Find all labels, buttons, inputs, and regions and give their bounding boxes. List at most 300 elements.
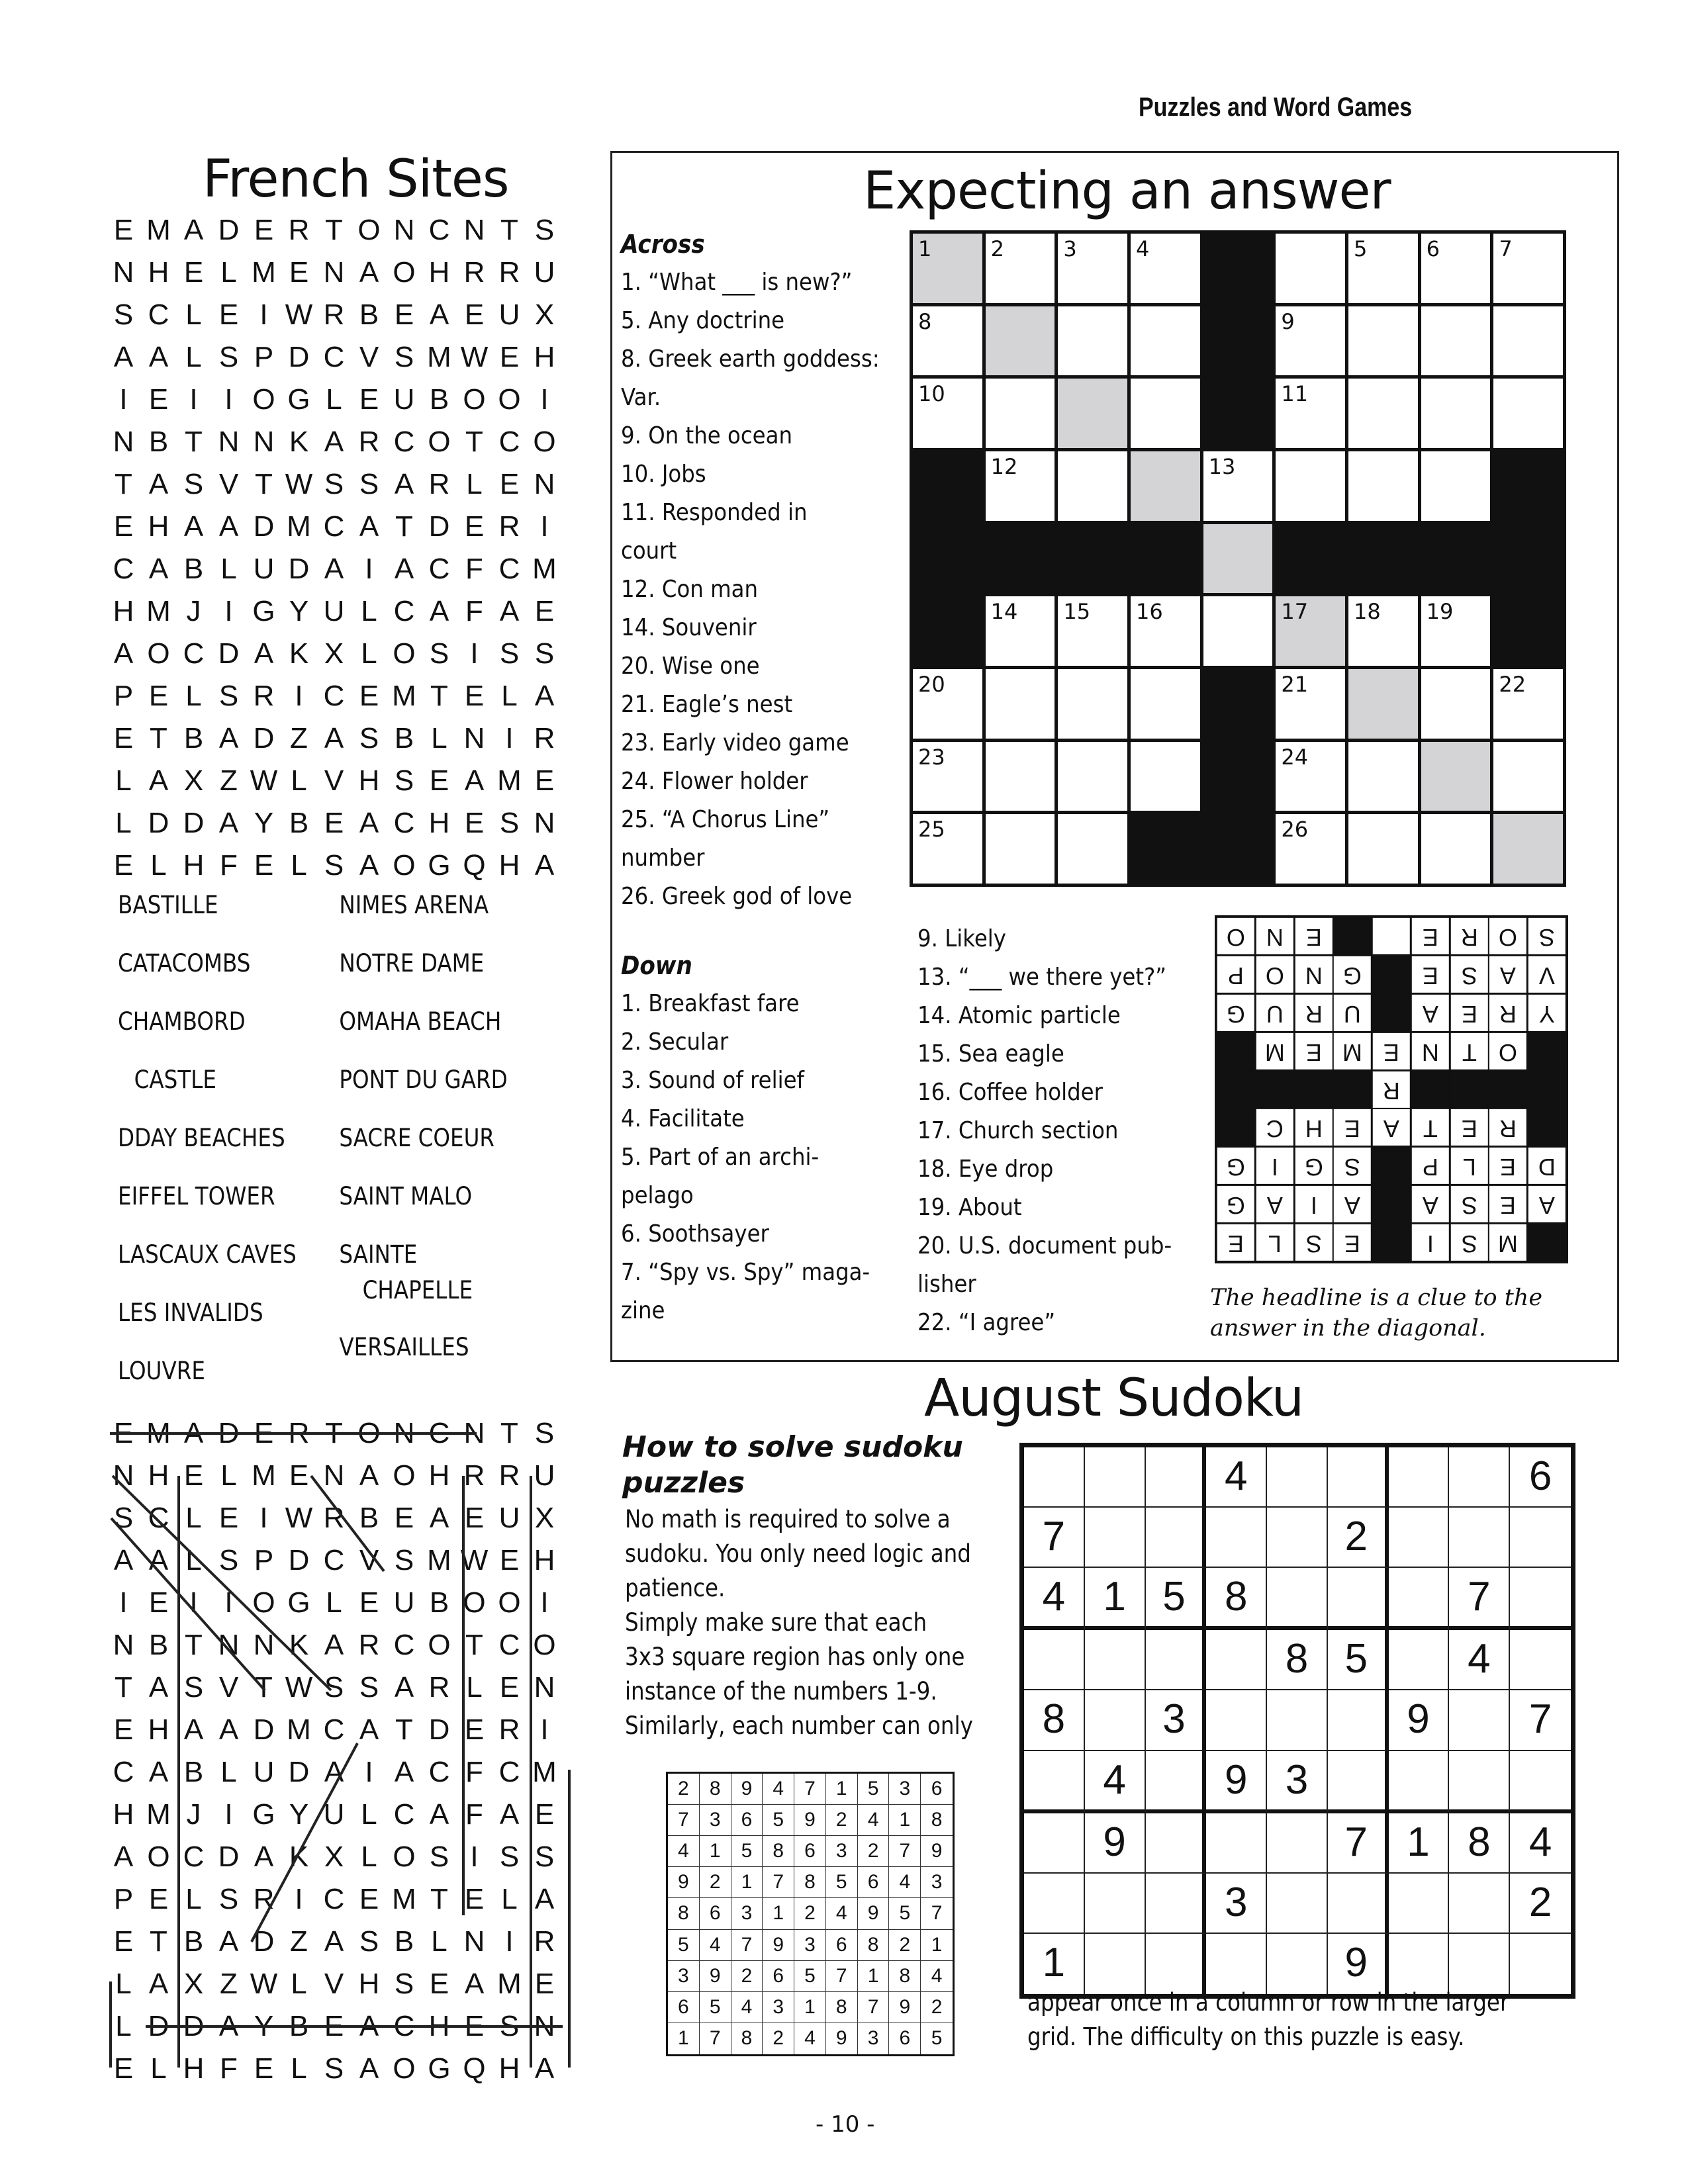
sudoku-cell: 7 xyxy=(1510,1690,1571,1751)
sudoku-grid xyxy=(1019,1443,1575,1999)
letter-cell: A xyxy=(218,2010,239,2042)
solution-cell: 3 xyxy=(763,1992,794,2023)
solution-cell: O xyxy=(1489,1033,1526,1069)
letter-cell: A xyxy=(218,510,239,543)
letter-cell: A xyxy=(218,1925,239,1958)
solution-cell: 9 xyxy=(889,1992,921,2023)
solution-cell: 5 xyxy=(763,1805,794,1836)
letter-cell: S xyxy=(394,764,414,797)
solution-cell: 6 xyxy=(668,1992,700,2023)
sudoku-cell: 8 xyxy=(1024,1690,1085,1751)
word-list-item: CATACOMBS xyxy=(118,949,251,978)
solution-cell: E xyxy=(1489,1148,1526,1184)
black-square xyxy=(1217,1109,1254,1146)
letter-cell: N xyxy=(463,1417,485,1449)
sudoku-cell xyxy=(1267,1568,1328,1630)
solution-cell: D xyxy=(1528,1148,1566,1184)
letter-cell: R xyxy=(428,1671,450,1704)
letter-cell: Q xyxy=(463,849,486,882)
crossword-cell xyxy=(1276,669,1345,739)
crossword-cell xyxy=(1058,234,1127,303)
clue: 9. Likely xyxy=(917,925,1006,952)
solution-cell: 5 xyxy=(794,1961,826,1992)
solution-cell: 8 xyxy=(700,1774,731,1805)
solution-cell: 2 xyxy=(858,1836,890,1867)
clue-number: 18 xyxy=(1353,599,1381,625)
letter-cell: A xyxy=(359,849,379,882)
black-square xyxy=(1058,524,1127,594)
solution-cell: 4 xyxy=(700,1930,731,1961)
letter-cell: M xyxy=(532,553,557,585)
letter-cell: O xyxy=(533,1629,556,1661)
clue-number: 4 xyxy=(1135,236,1150,261)
letter-cell: K xyxy=(289,1629,309,1661)
letter-cell: D xyxy=(288,553,310,585)
black-square xyxy=(1373,1186,1410,1222)
word-list-item: EIFFEL TOWER xyxy=(118,1182,275,1210)
letter-cell: Z xyxy=(290,1925,308,1958)
letter-cell: D xyxy=(253,1713,275,1746)
solution-cell: A xyxy=(1528,1186,1566,1222)
solution-cell: 1 xyxy=(731,1867,763,1898)
clue-number: 19 xyxy=(1426,599,1454,625)
solution-cell: E xyxy=(1451,1109,1488,1146)
down-clues-right xyxy=(917,920,1172,1342)
solution-cell: 2 xyxy=(731,1961,763,1992)
sudoku-cell: 9 xyxy=(1206,1751,1267,1813)
black-square xyxy=(913,451,982,521)
solution-cell: O xyxy=(1256,956,1293,993)
letter-cell: A xyxy=(148,764,169,797)
clue-number: 16 xyxy=(1135,599,1163,625)
crossword-cell xyxy=(1348,306,1418,376)
letter-cell: E xyxy=(254,849,274,882)
letter-cell: E xyxy=(254,214,274,246)
letter-cell: D xyxy=(288,1756,310,1788)
letter-cell: V xyxy=(218,468,239,500)
letter-cell: N xyxy=(113,256,134,289)
solution-cell: P xyxy=(1217,956,1254,993)
letter-cell: R xyxy=(323,1502,345,1534)
letter-cell: E xyxy=(148,383,169,416)
letter-cell: A xyxy=(324,1756,344,1788)
letter-cell: L xyxy=(220,1756,237,1788)
sudoku-cell: 4 xyxy=(1085,1751,1146,1813)
letter-cell: S xyxy=(499,807,520,839)
letter-cell: R xyxy=(358,1629,380,1661)
solution-cell: N xyxy=(1295,956,1333,993)
solution-cell: M xyxy=(1256,1033,1293,1069)
letter-cell: E xyxy=(534,1798,555,1831)
letter-cell: D xyxy=(428,510,450,543)
letter-cell: L xyxy=(150,849,167,882)
letter-cell: A xyxy=(429,1798,449,1831)
sudoku-cell: 5 xyxy=(1328,1630,1389,1690)
solution-cell: 4 xyxy=(889,1867,921,1898)
letter-cell: C xyxy=(393,1629,415,1661)
letter-cell: H xyxy=(428,807,450,839)
letter-cell: B xyxy=(148,1629,169,1661)
letter-cell: D xyxy=(288,341,310,373)
crossword-cell xyxy=(1058,814,1127,884)
word-list-item: BASTILLE xyxy=(118,891,218,919)
letter-cell: N xyxy=(323,1459,345,1492)
letter-cell: E xyxy=(499,1671,520,1704)
letter-cell: U xyxy=(393,1586,415,1619)
letter-cell: E xyxy=(499,468,520,500)
black-square xyxy=(1203,814,1273,884)
letter-cell: A xyxy=(218,722,239,754)
letter-cell: E xyxy=(289,1459,309,1492)
crossword-grid xyxy=(910,230,1566,887)
crossword-cell xyxy=(986,451,1055,521)
letter-cell: H xyxy=(113,595,134,627)
black-square xyxy=(1528,1071,1566,1108)
solution-cell: A xyxy=(1334,1186,1371,1222)
letter-cell: C xyxy=(323,510,345,543)
sudoku-cell xyxy=(1449,1690,1510,1751)
letter-cell: E xyxy=(429,764,449,797)
crossword-caption xyxy=(1210,1283,1542,1343)
sudoku-cell xyxy=(1146,1508,1207,1568)
letter-cell: C xyxy=(113,553,134,585)
letter-cell: K xyxy=(289,426,309,458)
crossword-cell xyxy=(1058,451,1127,521)
letter-cell: N xyxy=(113,1629,134,1661)
clue-number: 14 xyxy=(990,599,1018,625)
letter-cell: K xyxy=(289,637,309,670)
sudoku-cell xyxy=(1206,1508,1267,1568)
letter-cell: L xyxy=(431,722,447,754)
sudoku-cell: 1 xyxy=(1085,1568,1146,1630)
howto-title xyxy=(622,1430,963,1501)
letter-cell: D xyxy=(148,2010,169,2042)
solution-cell: Y xyxy=(1528,995,1566,1031)
solution-cell: 6 xyxy=(921,1774,953,1805)
solution-cell: 1 xyxy=(826,1774,858,1805)
letter-cell: A xyxy=(394,553,414,585)
solution-cell: E xyxy=(1451,995,1488,1031)
letter-cell: H xyxy=(498,849,520,882)
letter-cell: E xyxy=(429,1968,449,2000)
letter-cell: L xyxy=(150,2052,167,2085)
crossword-solution-grid xyxy=(1215,915,1568,1263)
solution-cell: 7 xyxy=(700,2023,731,2054)
letter-cell: R xyxy=(323,298,345,331)
letter-cell: A xyxy=(148,553,169,585)
letter-cell: S xyxy=(113,298,134,331)
letter-cell: D xyxy=(148,807,169,839)
letter-cell: E xyxy=(148,680,169,712)
solution-cell: I xyxy=(1295,1186,1333,1222)
letter-cell: O xyxy=(357,214,381,246)
letter-cell: R xyxy=(463,256,485,289)
letter-cell: A xyxy=(534,2052,555,2085)
letter-cell: O xyxy=(357,1417,381,1449)
solution-cell: 9 xyxy=(763,1930,794,1961)
letter-cell: C xyxy=(428,1417,450,1449)
letter-cell: V xyxy=(218,1671,239,1704)
letter-cell: O xyxy=(393,637,416,670)
letter-cell: N xyxy=(534,1671,555,1704)
solution-cell: H xyxy=(1295,1109,1333,1146)
letter-cell: M xyxy=(252,1459,276,1492)
solution-cell: 1 xyxy=(668,2023,700,2054)
letter-cell: Q xyxy=(463,2052,486,2085)
crossword-cell xyxy=(913,379,982,448)
sudoku-cell xyxy=(1146,1874,1207,1934)
letter-cell: X xyxy=(183,1968,204,2000)
letter-cell: L xyxy=(220,1459,237,1492)
letter-cell: O xyxy=(498,1586,521,1619)
letter-cell: N xyxy=(534,807,555,839)
clue: 9. On the ocean xyxy=(621,422,792,449)
solution-cell: 7 xyxy=(858,1992,890,2023)
letter-cell: E xyxy=(113,722,134,754)
sudoku-cell xyxy=(1510,1934,1571,1994)
letter-cell: I xyxy=(540,1586,549,1619)
letter-cell: S xyxy=(113,1502,134,1534)
sudoku-cell: 4 xyxy=(1449,1630,1510,1690)
sudoku-cell: 5 xyxy=(1146,1568,1207,1630)
letter-cell: L xyxy=(185,680,202,712)
letter-cell: H xyxy=(428,1459,450,1492)
clue: 20. U.S. document pub- xyxy=(917,1232,1172,1259)
solution-cell: 2 xyxy=(668,1774,700,1805)
letter-cell: A xyxy=(394,1756,414,1788)
clue: 25. “A Chorus Line” xyxy=(621,806,830,833)
sudoku-cell xyxy=(1085,1874,1146,1934)
letter-cell: R xyxy=(534,722,555,754)
sudoku-cell: 2 xyxy=(1328,1508,1389,1568)
solution-cell: 7 xyxy=(668,1805,700,1836)
letter-cell: M xyxy=(287,510,311,543)
letter-cell: O xyxy=(428,1629,451,1661)
letter-cell: I xyxy=(365,553,373,585)
clue: 19. About xyxy=(917,1194,1022,1221)
clue: 1. Breakfast fare xyxy=(621,990,800,1017)
solution-cell: O xyxy=(1489,918,1526,954)
letter-cell: N xyxy=(218,1629,240,1661)
crossword-cell xyxy=(1421,669,1491,739)
letter-cell: S xyxy=(429,637,449,670)
solution-cell: 6 xyxy=(889,2023,921,2054)
letter-cell: A xyxy=(394,1671,414,1704)
letter-cell: S xyxy=(359,1925,379,1958)
crossword-cell xyxy=(1421,596,1491,666)
letter-cell: D xyxy=(428,1713,450,1746)
letter-cell: C xyxy=(498,553,520,585)
letter-cell: F xyxy=(220,2052,238,2085)
letter-cell: A xyxy=(148,1671,169,1704)
black-square xyxy=(1256,1071,1293,1108)
crossword-cell xyxy=(986,306,1055,376)
letter-cell: T xyxy=(325,1417,343,1449)
letter-cell: M xyxy=(146,214,171,246)
black-square xyxy=(1203,742,1273,811)
letter-cell: A xyxy=(218,1713,239,1746)
letter-cell: S xyxy=(499,1841,520,1873)
black-square xyxy=(1334,918,1371,954)
letter-cell: A xyxy=(534,680,555,712)
letter-cell: A xyxy=(429,298,449,331)
solution-cell: E xyxy=(1489,1186,1526,1222)
clue-number: 22 xyxy=(1499,671,1526,697)
letter-cell: O xyxy=(393,1841,416,1873)
letter-cell: A xyxy=(359,2010,379,2042)
letter-cell: D xyxy=(218,637,240,670)
clue-number: 11 xyxy=(1281,381,1309,407)
solution-cell: 8 xyxy=(858,1930,890,1961)
letter-cell: A xyxy=(324,722,344,754)
letter-cell: C xyxy=(148,298,169,331)
letter-cell: W xyxy=(285,468,313,500)
letter-cell: L xyxy=(431,1925,447,1958)
crossword-cell xyxy=(1131,306,1200,376)
sudoku-cell xyxy=(1267,1690,1328,1751)
letter-cell: A xyxy=(183,1713,204,1746)
letter-cell: R xyxy=(428,468,450,500)
letter-cell: U xyxy=(253,1756,275,1788)
black-square xyxy=(1373,956,1410,993)
clue-number: 13 xyxy=(1208,453,1236,479)
letter-cell: R xyxy=(498,256,520,289)
letter-cell: R xyxy=(288,214,310,246)
black-square xyxy=(1421,524,1491,594)
crossword-cell xyxy=(1276,814,1345,884)
down-heading: Down xyxy=(621,951,692,980)
black-square xyxy=(1276,524,1345,594)
letter-cell: A xyxy=(464,1968,485,2000)
letter-cell: C xyxy=(498,426,520,458)
sudoku-cell xyxy=(1510,1751,1571,1813)
letter-cell: H xyxy=(148,1459,169,1492)
letter-cell: U xyxy=(498,1502,520,1534)
solution-cell: A xyxy=(1373,1109,1410,1146)
solution-cell: O xyxy=(1217,918,1254,954)
letter-cell: S xyxy=(499,637,520,670)
sudoku-cell: 8 xyxy=(1206,1568,1267,1630)
solution-cell: 9 xyxy=(700,1961,731,1992)
howto-title-line: How to solve sudoku xyxy=(622,1430,963,1464)
letter-cell: L xyxy=(291,2052,307,2085)
letter-cell: T xyxy=(465,1629,483,1661)
letter-cell: C xyxy=(498,1629,520,1661)
letter-cell: M xyxy=(252,256,276,289)
letter-cell: E xyxy=(464,1713,485,1746)
clue: 5. Any doctrine xyxy=(621,307,785,334)
letter-cell: M xyxy=(287,1713,311,1746)
sudoku-cell xyxy=(1389,1568,1450,1630)
clue: 21. Eagle’s nest xyxy=(621,691,793,718)
letter-cell: L xyxy=(185,1544,202,1576)
letter-cell: T xyxy=(430,680,448,712)
letter-cell: I xyxy=(295,680,303,712)
solution-cell: 4 xyxy=(731,1992,763,2023)
sudoku-cell xyxy=(1267,1813,1328,1874)
crossword-cell xyxy=(986,596,1055,666)
clue: number xyxy=(621,844,705,872)
crossword-cell xyxy=(1058,596,1127,666)
solution-cell: 6 xyxy=(858,1867,890,1898)
previous-sudoku-solution xyxy=(666,1772,955,2056)
letter-cell: N xyxy=(253,426,275,458)
crossword-cell xyxy=(1131,234,1200,303)
letter-cell: L xyxy=(361,1798,377,1831)
sudoku-cell xyxy=(1328,1447,1389,1508)
solution-cell: 9 xyxy=(794,1805,826,1836)
letter-cell: S xyxy=(394,1544,414,1576)
clue-number: 12 xyxy=(990,453,1018,479)
clue: 26. Greek god of love xyxy=(621,883,853,910)
solution-cell: 8 xyxy=(889,1961,921,1992)
crossword-cell xyxy=(1276,742,1345,811)
sudoku-cell xyxy=(1206,1813,1267,1874)
letter-cell: T xyxy=(150,1925,167,1958)
strike-line xyxy=(311,1476,384,1571)
solution-cell: E xyxy=(1412,956,1449,993)
letter-cell: E xyxy=(113,2052,134,2085)
letter-cell: N xyxy=(463,722,485,754)
black-square xyxy=(1412,1071,1449,1108)
letter-cell: R xyxy=(463,1459,485,1492)
letter-cell: E xyxy=(113,510,134,543)
clue: Var. xyxy=(621,384,661,411)
clue-number: 23 xyxy=(918,744,945,770)
letter-cell: I xyxy=(470,1841,479,1873)
letter-cell: M xyxy=(392,1883,416,1915)
letter-cell: E xyxy=(218,1502,239,1534)
letter-cell: I xyxy=(189,1586,198,1619)
crossword-cell xyxy=(1348,379,1418,448)
letter-cell: S xyxy=(218,680,239,712)
black-square xyxy=(1489,1071,1526,1108)
letter-cell: N xyxy=(534,468,555,500)
letter-cell: O xyxy=(463,383,486,416)
letter-cell: A xyxy=(499,595,520,627)
solution-cell: 2 xyxy=(889,1930,921,1961)
sudoku-cell xyxy=(1146,1813,1207,1874)
black-square xyxy=(1295,1071,1333,1108)
solution-cell: U xyxy=(1334,995,1371,1031)
letter-cell: I xyxy=(295,1883,303,1915)
letter-cell: E xyxy=(113,214,134,246)
crossword-cell xyxy=(986,814,1055,884)
black-square xyxy=(913,524,982,594)
clue: court xyxy=(621,537,677,565)
text-line: patience. xyxy=(625,1574,726,1602)
solution-cell: E xyxy=(1334,1109,1371,1146)
word-search-title: French Sites xyxy=(203,150,509,209)
crossword-cell xyxy=(1421,814,1491,884)
letter-cell: C xyxy=(393,595,415,627)
letter-cell: I xyxy=(224,1798,233,1831)
howto-text-continued xyxy=(1027,1985,1509,2054)
solution-cell: 8 xyxy=(921,1805,953,1836)
solution-cell: S xyxy=(1334,1148,1371,1184)
letter-cell: R xyxy=(498,1459,520,1492)
letter-cell: C xyxy=(393,807,415,839)
black-square xyxy=(1203,306,1273,376)
black-square xyxy=(986,524,1055,594)
solution-cell: E xyxy=(1217,1224,1254,1261)
letter-cell: H xyxy=(498,2052,520,2085)
letter-cell: B xyxy=(394,1925,414,1958)
crossword-cell xyxy=(1131,596,1200,666)
black-square xyxy=(1373,1224,1410,1261)
letter-cell: A xyxy=(534,1883,555,1915)
letter-cell: S xyxy=(534,1841,555,1873)
